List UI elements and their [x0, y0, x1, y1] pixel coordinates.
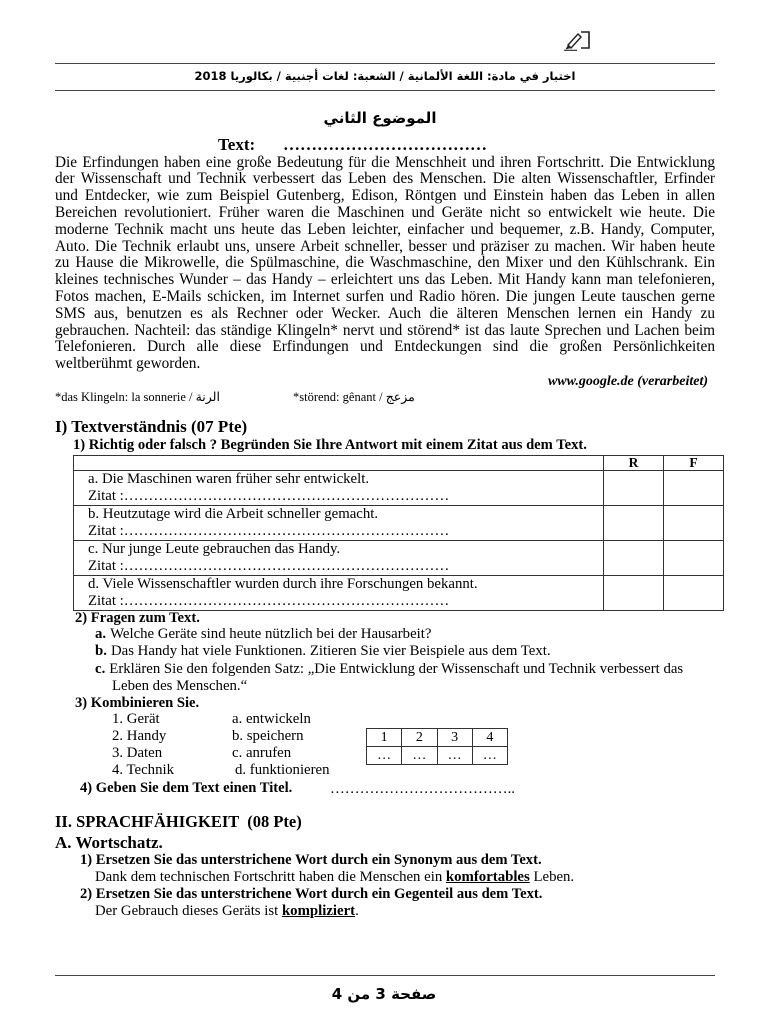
passage-line: Bereichen revolutioniert. Früher waren die Maschinen und Geräte nicht so entwickelt wie heute. Die [55, 204, 715, 221]
answer-cell-r [604, 576, 664, 611]
header-top-rule [55, 63, 715, 64]
exam-header-line: اختبار في مادة: اللغة الألمانية / الشعبة: لغات أجنبية / بكالوريا 2018 [194, 69, 576, 83]
header-bottom-rule [55, 90, 715, 91]
page-number: صفحة 3 من 4 [331, 985, 437, 1003]
table-row [74, 471, 724, 506]
q2-item-c [95, 661, 683, 678]
q2-item-a [95, 626, 431, 643]
grid-blank-row [367, 747, 508, 765]
passage-line: Telefonieren. Durch alle diese Erfindungen und Entdeckungen sind die großen Persönlichkeiten [55, 339, 715, 356]
grid-blank: … [472, 747, 507, 765]
grid-number: 2 [402, 729, 437, 747]
grid-number: 1 [367, 729, 402, 747]
passage-line: kleines technisches Wunder – das Handy – erleichtert uns das Leben. Mit Handy kann man telefonieren, [55, 272, 715, 289]
passage-line: gebrauchen. Nachteil: das ständige Klingeln* nervt und störend* ist das laute Sprechen und Lachen beim [55, 322, 715, 339]
match-right-item: b. speichern [232, 727, 304, 744]
grid-number: 4 [472, 729, 507, 747]
passage-line: Auto. Die Technik erlaubt uns, unsere Arbeit schneller, besser und präziser zu machen. Wir haben heute [55, 238, 715, 255]
item-letter: c. [95, 660, 106, 677]
sentence-text: Leben. [529, 868, 575, 885]
antonym-sentence [95, 903, 359, 920]
item-text: Erklären Sie den folgenden Satz: „Die Entwicklung der Wissenschaft und Technik verbessert das [109, 660, 684, 677]
passage-source: www.google.de (verarbeitet) [547, 374, 708, 389]
statement-text: d. Viele Wissenschaftler wurden durch ihre Forschungen bekannt. [88, 576, 478, 592]
footer-rule [55, 975, 715, 976]
header-cell-f: F [664, 456, 724, 471]
q2-title: 2) Fragen zum Text. [75, 610, 200, 626]
zitat-line: Zitat :………………………………………………………… [88, 593, 450, 609]
synonym-instruction: 1) Ersetzen Sie das unterstrichene Wort durch ein Synonym aus dem Text. [80, 851, 542, 868]
answer-cell-f [664, 576, 724, 611]
table-header-row [74, 456, 724, 471]
answer-cell-r [604, 506, 664, 541]
match-right-item: d. funktionieren [235, 761, 330, 778]
item-letter: a. [95, 625, 107, 642]
writing-hand-icon [562, 29, 592, 51]
grid-blank: … [367, 747, 402, 765]
match-right-item: a. entwickeln [232, 710, 311, 727]
antonym-instruction: 2) Ersetzen Sie das unterstrichene Wort durch ein Gegenteil aus dem Text. [80, 885, 543, 902]
passage-line: der Wissenschaft und Technik verbessert das Leben des Menschen. Die alten Wissenschaftler, Erfinder [55, 171, 715, 188]
q2-item-b [95, 643, 551, 660]
header-cell-r: R [604, 456, 664, 471]
text-title-dots: ……………………………… [283, 135, 487, 154]
passage-line: Die Erfindungen haben eine große Bedeutung für die Menschheit und ihren Fortschritt. Die Entwicklung [55, 154, 715, 171]
item-text: Welche Geräte sind heute nützlich bei der Hausarbeit? [110, 625, 432, 642]
statement-text: a. Die Maschinen waren früher sehr entwickelt. [88, 471, 370, 487]
answer-cell-r [604, 471, 664, 506]
true-false-table [73, 455, 724, 611]
underlined-word: kompliziert [281, 902, 356, 919]
reading-passage [55, 155, 715, 373]
topic-title: الموضوع الثاني [323, 109, 437, 127]
passage-line: Fotos machen, E-Mails schicken, im Internet surfen und Radio hören. Die jungen Leute tauschen gerne [55, 288, 715, 305]
zitat-line: Zitat :………………………………………………………… [88, 558, 450, 574]
answer-cell-f [664, 541, 724, 576]
header-cell-blank [74, 456, 604, 471]
item-text: Das Handy hat viele Funktionen. Zitieren Sie vier Beispiele aus dem Text. [110, 642, 551, 659]
passage-line: zu Hause die Mikrowelle, die Spülmaschine, die Waschmaschine, den Mixer und den Kühlschrank. Ein [55, 255, 715, 272]
zitat-line: Zitat :………………………………………………………… [88, 523, 450, 539]
match-left-item: 2. Handy [112, 727, 167, 744]
q4-dots: ……………………………….. [330, 781, 515, 797]
answer-cell-r [604, 541, 664, 576]
part1-title: I) Textverständnis (07 Pte) [55, 417, 248, 436]
footnote-klingeln: *das Klingeln: la sonnerie / الرنة [55, 390, 220, 404]
q4-title: 4) Geben Sie dem Text einen Titel. [80, 779, 293, 796]
match-left-item: 4. Technik [112, 761, 174, 778]
match-left-item: 1. Gerät [112, 710, 160, 727]
statement-cell [74, 541, 604, 576]
sentence-text: Dank dem technischen Fortschritt haben die Menschen ein [95, 868, 446, 885]
passage-line: weltberühmt geworden. [55, 356, 201, 373]
answer-cell-f [664, 471, 724, 506]
text-label: Text: [218, 135, 256, 154]
grid-number-row [367, 729, 508, 747]
table-row [74, 576, 724, 611]
statement-text: b. Heutzutage wird die Arbeit schneller gemacht. [88, 506, 379, 522]
part2-title: II. SPRACHFÄHIGKEIT (08 Pte) [55, 812, 302, 831]
passage-line: SMS aus, benutzen es als Rechner oder Wecker. Auch die älteren Menschen lernen ein Handy zu [55, 305, 715, 322]
statement-cell [74, 576, 604, 611]
grid-blank: … [402, 747, 437, 765]
matching-answer-grid [366, 728, 508, 765]
sentence-text: Der Gebrauch dieses Geräts ist [95, 902, 282, 919]
synonym-sentence [95, 869, 574, 886]
statement-cell [74, 506, 604, 541]
match-left-item: 3. Daten [112, 744, 163, 761]
footnote-stoerend: *störend: gênant / مزعج [293, 390, 415, 404]
q3-title: 3) Kombinieren Sie. [75, 694, 200, 711]
table-row [74, 541, 724, 576]
q1-instruction: 1) Richtig oder falsch ? Begründen Sie Ihre Antwort mit einem Zitat aus dem Text. [73, 437, 587, 453]
underlined-word: komfortables [445, 868, 530, 885]
zitat-line: Zitat :………………………………………………………… [88, 488, 450, 504]
item-letter: b. [95, 642, 107, 659]
table-row [74, 506, 724, 541]
grid-number: 3 [437, 729, 472, 747]
statement-cell [74, 471, 604, 506]
passage-line: und Entdecker, wie zum Beispiel Gutenberg, Edison, Röntgen und Einstein haben das Leben in allen [55, 188, 715, 205]
answer-cell-f [664, 506, 724, 541]
q2-item-c-continuation: Leben des Menschen.“ [112, 677, 248, 694]
sentence-text: . [355, 902, 359, 919]
grid-blank: … [437, 747, 472, 765]
passage-line: moderne Technik macht uns heute das Leben leichter, einfacher und bequemer, z.B. Handy, Computer, [55, 221, 715, 238]
match-right-item: c. anrufen [232, 744, 292, 761]
statement-text: c. Nur junge Leute gebrauchen das Handy. [88, 541, 341, 557]
part2-subtitle: A. Wortschatz. [55, 833, 163, 852]
